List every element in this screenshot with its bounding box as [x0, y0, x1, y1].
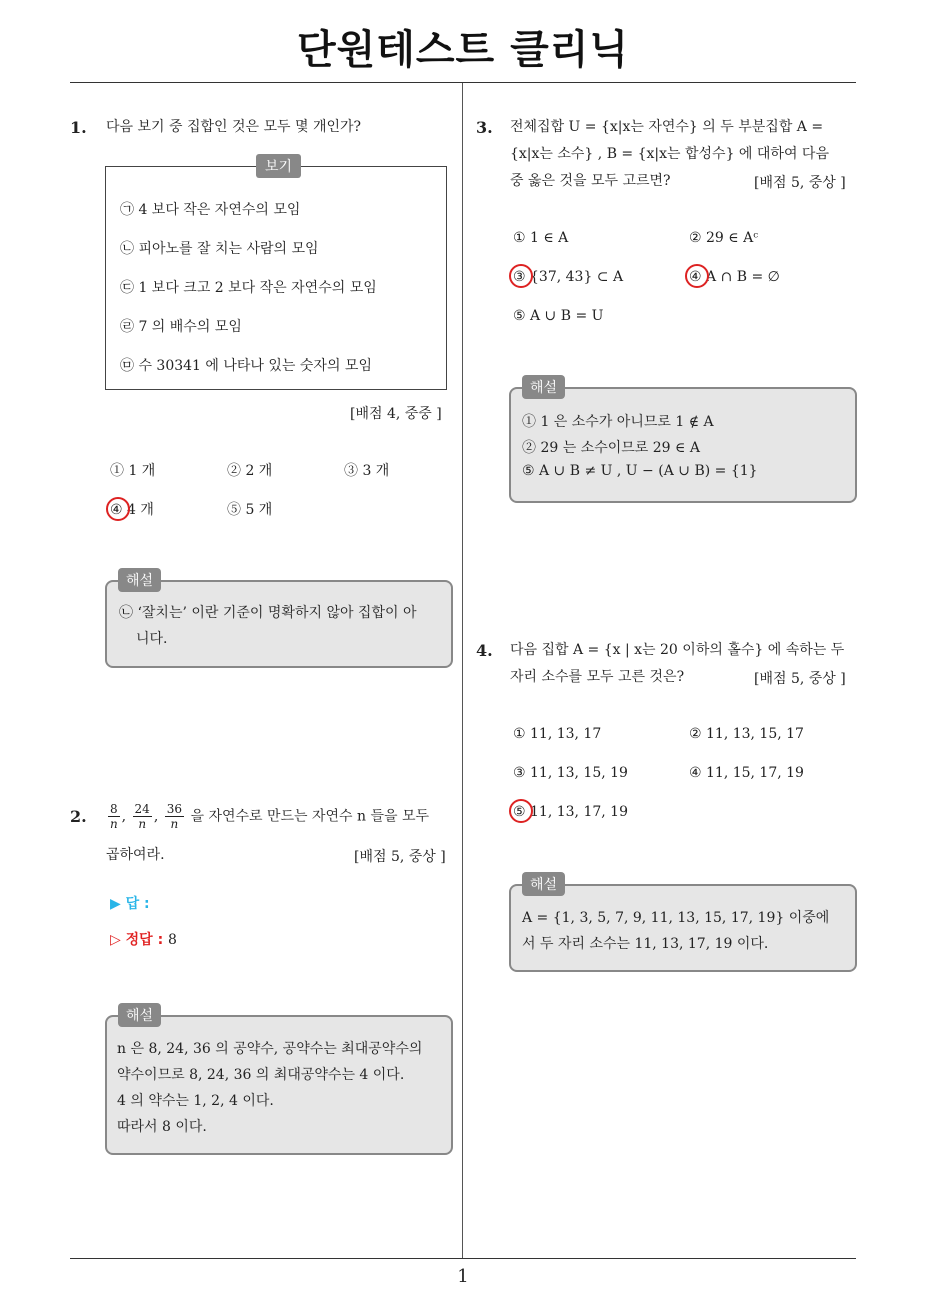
q1-solution-line: ㉡ ‘잘치는’ 이란 기준이 명확하지 않아 집합이 아: [119, 605, 417, 621]
q3-option-3-mark: ③: [513, 269, 526, 285]
q2-text-line2: 곱하여라.: [106, 847, 165, 863]
q3-score: [배점 5, 중상 ]: [754, 175, 846, 191]
q1-option-1[interactable]: ① 1 개: [110, 463, 156, 479]
q3-text: {x|x는 소수} , B = {x|x는 합성수} 에 대하여 다음: [510, 146, 829, 162]
q4-option-5-label: 11, 13, 17, 19: [530, 804, 628, 820]
q1-score: [배점 4, 중중 ]: [350, 406, 442, 422]
q2-solution-line: 약수이므로 8, 24, 36 의 최대공약수는 4 이다.: [117, 1067, 405, 1083]
answer-circle-mark: [509, 264, 533, 288]
q4-option-3[interactable]: ③ 11, 13, 15, 19: [513, 765, 628, 781]
q1-item: ㉠ 4 보다 작은 자연수의 모임: [120, 202, 301, 218]
q1-example-label: 보기: [256, 154, 301, 178]
q1-item: ㉣ 7 의 배수의 모임: [120, 319, 242, 335]
q1-option-5[interactable]: ⑤ 5 개: [227, 502, 273, 518]
q1-solution-label: 해설: [118, 568, 161, 592]
q1-text: 다음 보기 중 집합인 것은 모두 몇 개인가?: [106, 119, 362, 135]
q4-number: 4.: [476, 641, 493, 660]
q2-text-line1: $\frac{8}{n}$ , $\frac{24}{n}$ , $\frac{36}{n}$ 을 자연수로 만드는 자연수 n 들을 모두: [109, 802, 430, 831]
q1-option-4-mark: ④: [110, 502, 123, 518]
correct-label: ▷ 정답 :: [110, 932, 164, 948]
q4-option-5[interactable]: [513, 804, 628, 820]
answer-circle-mark: [509, 799, 533, 823]
q4-option-1[interactable]: ① 11, 13, 17: [513, 726, 602, 742]
q2-correct-answer: [110, 929, 177, 949]
top-rule: [70, 82, 856, 83]
correct-value: 8: [168, 932, 177, 948]
q4-option-5-mark: ⑤: [513, 804, 526, 820]
q2-solution-label: 해설: [118, 1003, 161, 1027]
q1-solution-box: [105, 580, 453, 668]
q1-option-4-label: 4 개: [127, 502, 154, 518]
fraction: $\frac{8}{n}$: [109, 802, 118, 831]
q3-option-3[interactable]: [513, 269, 623, 285]
q3-option-3-label: {37, 43} ⊂ A: [530, 269, 624, 285]
q3-solution-line: ⑤ A ∪ B ≠ U , U − (A ∪ B) = {1}: [522, 463, 758, 479]
answer-circle-mark: [685, 264, 709, 288]
q4-text: 자리 소수를 모두 고른 것은?: [510, 669, 685, 685]
page-title: 단원테스트 클리닉: [296, 27, 630, 73]
q1-option-2[interactable]: ② 2 개: [227, 463, 273, 479]
q4-solution-line: 서 두 자리 소수는 11, 13, 17, 19 이다.: [522, 936, 769, 952]
column-divider: [462, 83, 463, 1259]
q3-option-4-label: A ∩ B = ∅: [706, 269, 780, 285]
q1-option-4[interactable]: [110, 499, 154, 519]
q2-text: 을 자연수로 만드는 자연수 n 들을 모두: [190, 808, 430, 825]
q3-option-4-mark: ④: [689, 269, 702, 285]
q1-solution-line: 니다.: [136, 631, 168, 647]
q4-solution-box: [509, 884, 857, 972]
q3-option-2[interactable]: ② 29 ∈ Aᶜ: [689, 230, 759, 246]
q2-number: 2.: [70, 807, 87, 826]
q1-option-3[interactable]: ③ 3 개: [344, 463, 390, 479]
q2-solution-line: 따라서 8 이다.: [117, 1119, 207, 1135]
q3-option-5[interactable]: ⑤ A ∪ B = U: [513, 308, 604, 324]
page-number: 1: [457, 1266, 469, 1287]
q4-solution-line: A = {1, 3, 5, 7, 9, 11, 13, 15, 17, 19} 이중에: [522, 910, 830, 926]
q2-score: [배점 5, 중상 ]: [354, 849, 446, 865]
q4-option-2[interactable]: ② 11, 13, 15, 17: [689, 726, 804, 742]
q1-item: ㉡ 피아노를 잘 치는 사람의 모임: [120, 241, 319, 257]
q1-item: ㉤ 수 30341 에 나타나 있는 숫자의 모임: [120, 358, 372, 374]
q3-option-4[interactable]: [689, 269, 780, 285]
q1-number: 1.: [70, 118, 87, 137]
q3-solution-line: ② 29 는 소수이므로 29 ∈ A: [522, 440, 700, 456]
q2-solution-line: 4 의 약수는 1, 2, 4 이다.: [117, 1093, 274, 1109]
q3-number: 3.: [476, 118, 493, 137]
q3-solution-line: ① 1 은 소수가 아니므로 1 ∉ A: [522, 414, 714, 430]
fraction: $\frac{36}{n}$: [166, 802, 183, 831]
q3-option-1[interactable]: ① 1 ∈ A: [513, 230, 569, 246]
q2-solution-line: n 은 8, 24, 36 의 공약수, 공약수는 최대공약수의: [117, 1041, 423, 1057]
q4-option-4[interactable]: ④ 11, 15, 17, 19: [689, 765, 804, 781]
q1-item: ㉢ 1 보다 크고 2 보다 작은 자연수의 모임: [120, 280, 377, 296]
bottom-rule: [70, 1258, 856, 1259]
fraction: $\frac{24}{n}$: [134, 802, 150, 831]
q3-text: 전체집합 U = {x|x는 자연수} 의 두 부분집합 A =: [510, 119, 824, 135]
q4-text: 다음 집합 A = {x | x는 20 이하의 홀수} 에 속하는 두: [510, 642, 845, 658]
q3-text: 중 옳은 것을 모두 고르면?: [510, 173, 671, 189]
answer-circle-mark: [106, 497, 130, 521]
q3-solution-label: 해설: [522, 375, 565, 399]
q4-score: [배점 5, 중상 ]: [754, 671, 846, 687]
q4-solution-label: 해설: [522, 872, 565, 896]
q2-answer-field[interactable]: ▶ 답 :: [110, 896, 150, 912]
